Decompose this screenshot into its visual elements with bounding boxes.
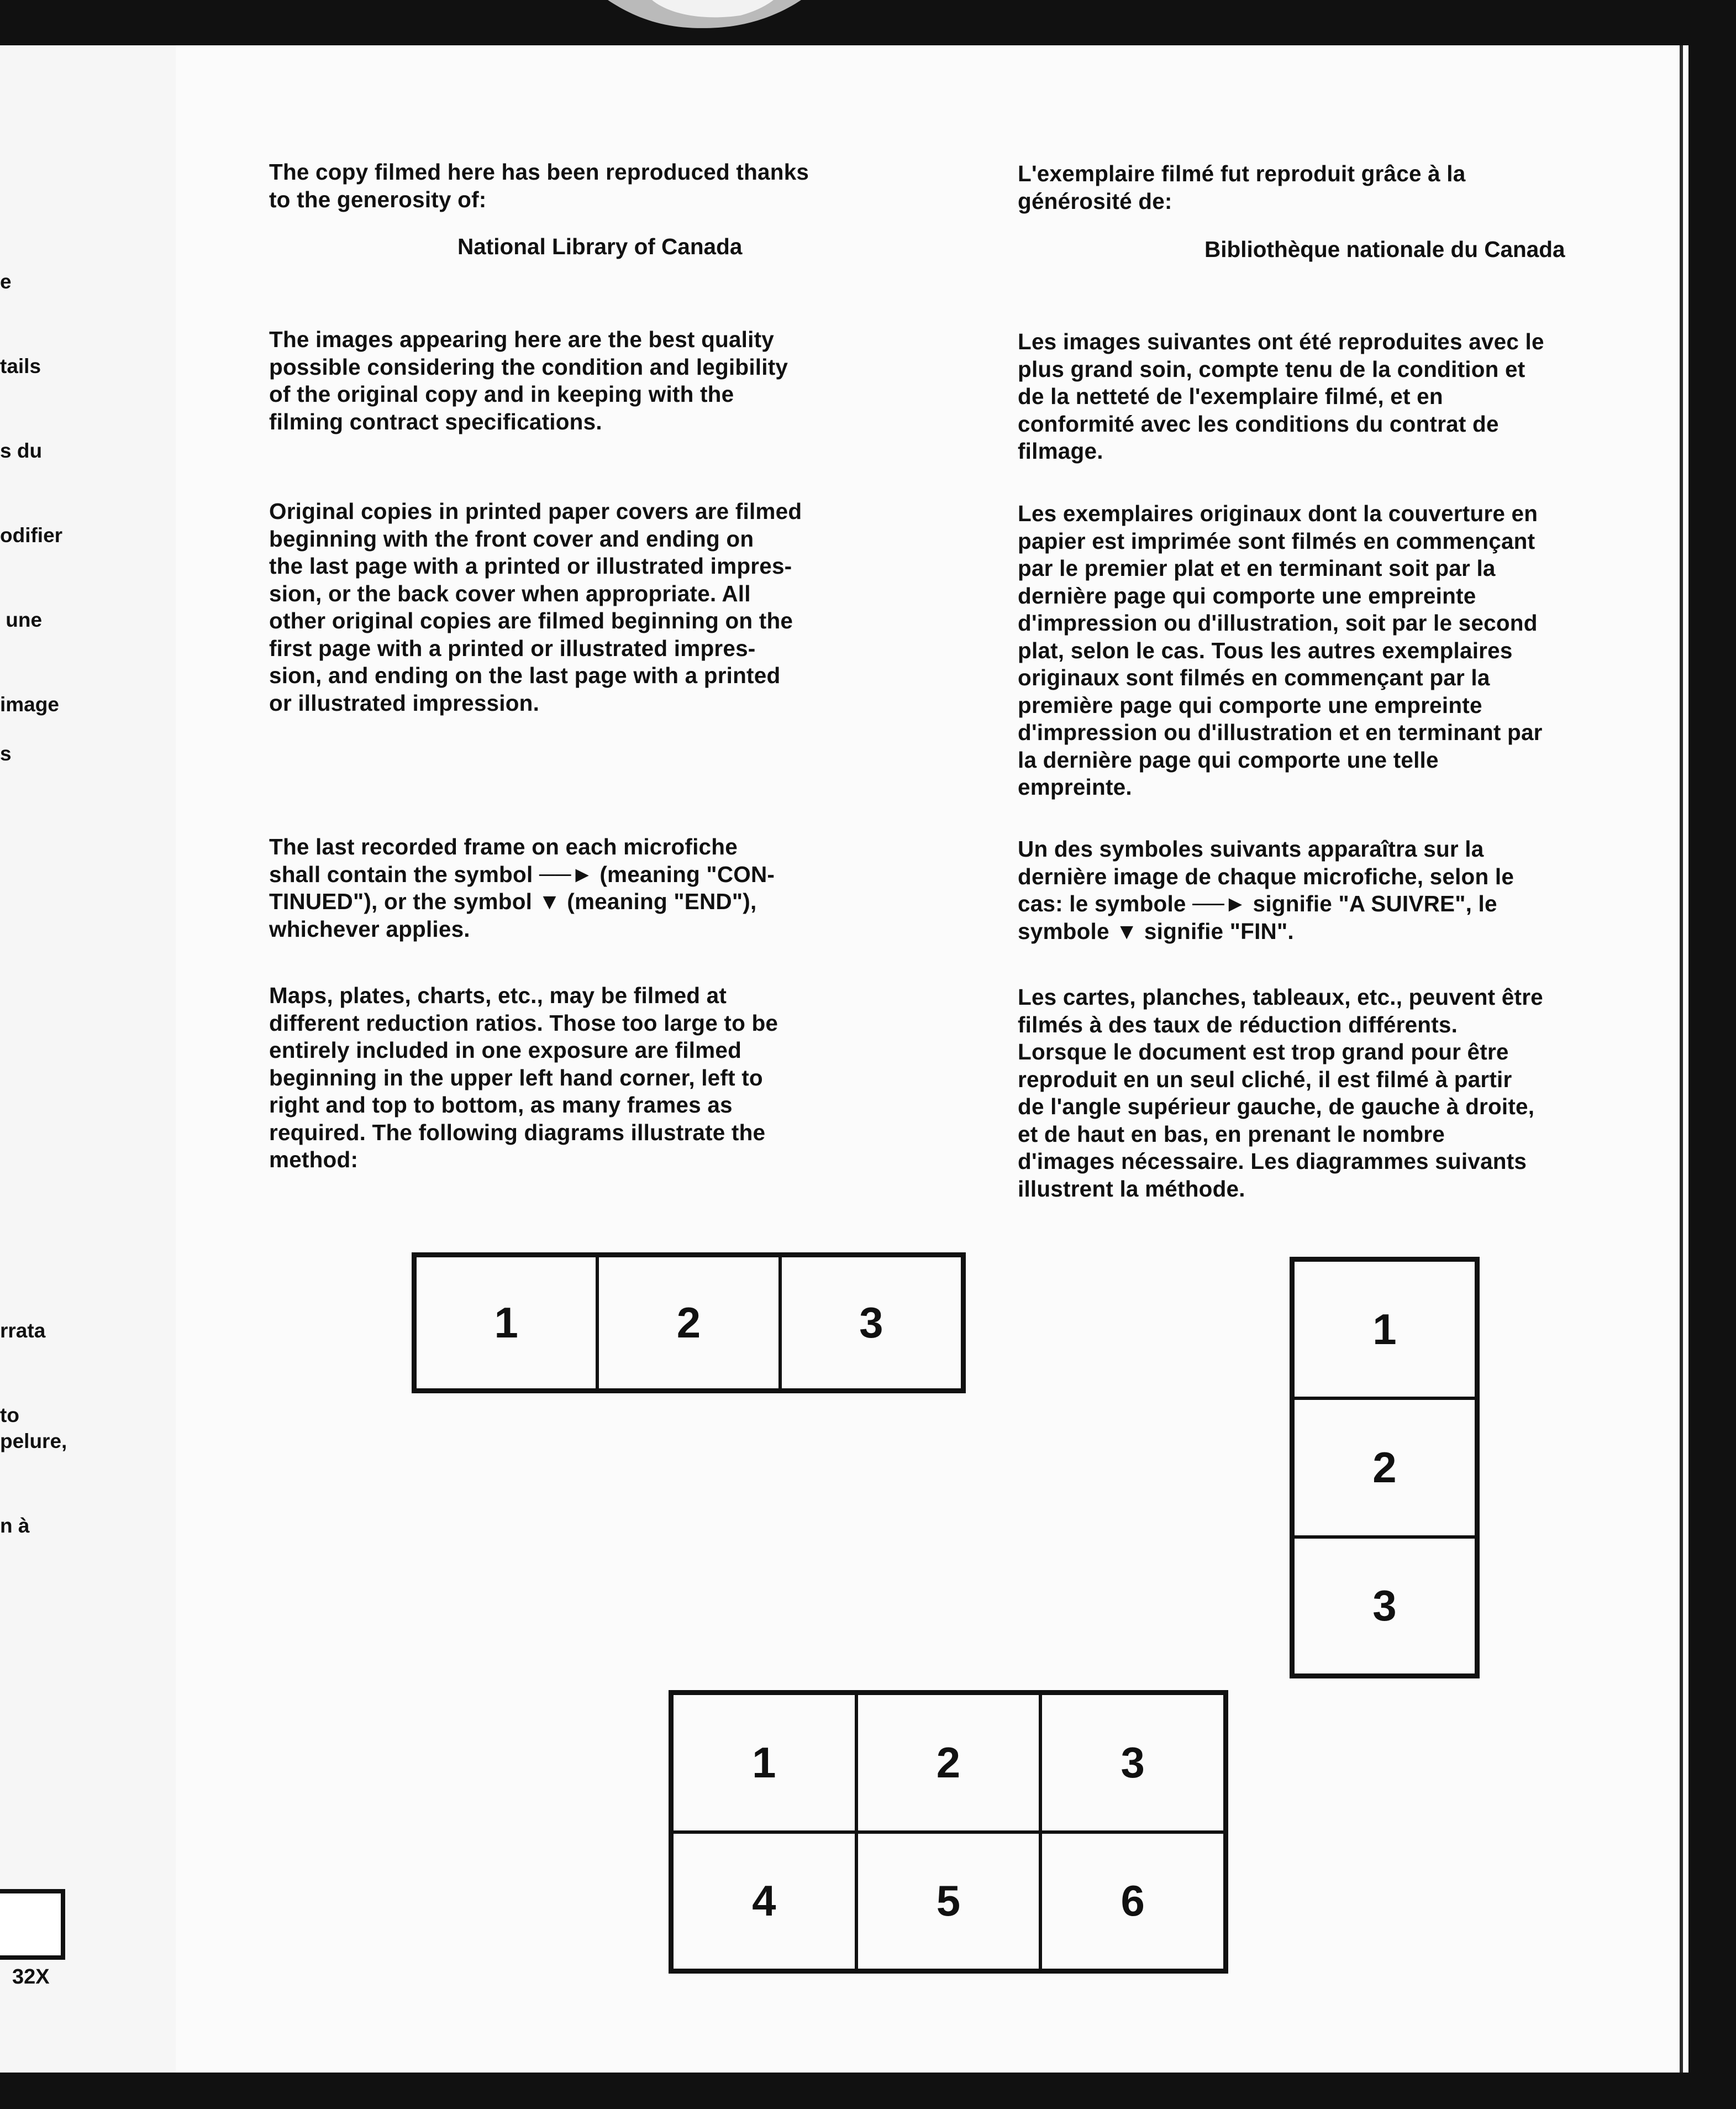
previous-page-edge [0, 45, 179, 2073]
fr-quality-paragraph: Les images suivantes ont été reproduites avec le plus grand soin, compte tenu de la condition et de la netteté de l'exemplaire filmé, et en conformité avec les conditions du contrat de filmage. [1018, 329, 1544, 464]
page-edge-line [1680, 45, 1683, 2073]
frame-cell: 3 [1293, 1537, 1476, 1675]
reduction-label: 32X [12, 1965, 50, 1989]
fr-intro: L'exemplaire filmé fut reproduit grâce à la générosité de: [1018, 161, 1466, 214]
edge-line: pelure, [0, 1430, 67, 1452]
frame-cell: 2 [856, 1693, 1041, 1832]
en-institution: National Library of Canada [457, 234, 743, 259]
frame-cell: 1 [672, 1693, 856, 1832]
en-symbols-paragraph: The last recorded frame on each microfiche shall contain the symbol ──► (meaning "CON- TINUED"), or the symbol ▼ (meaning "END"), whichever applies. [269, 834, 775, 942]
edge-line: e [0, 270, 12, 293]
fr-symbols-paragraph: Un des symboles suivants apparaîtra sur la dernière image de chaque microfiche, selon le cas: le symbole ──► signifie "A SUIVRE", le symbole ▼ signifie "FIN". [1018, 836, 1514, 944]
edge-line: une [0, 608, 43, 631]
fr-originals-paragraph: Les exemplaires originaux dont la couverture en papier est imprimée sont filmés en commençant par le premier plat et en terminant soit par la dernière page qui comporte une empreinte d'impression ou d'illustration, soit par le second plat, selon le cas. Tous les autres exemplaires originaux sont filmés en commençant par la première page qui comporte une empreinte d'impression ou d'illustration et en terminant par la dernière page qui comporte une telle empreinte. [1018, 501, 1543, 800]
frame-cell: 3 [780, 1256, 962, 1390]
diagram-vertical-frames [1290, 1257, 1480, 1678]
frame-cell: 2 [597, 1256, 780, 1390]
edge-fragment-middle: s [0, 742, 12, 765]
en-maps-paragraph: Maps, plates, charts, etc., may be filmed at different reduction ratios. Those too large to be entirely included in one exposure are filmed beginning in the upper left hand corner, left to right and top to bottom, as many frames as required. The following diagrams illustrate the method: [269, 983, 778, 1172]
scan-smudge [575, 0, 807, 50]
frame-cell: 1 [415, 1256, 597, 1390]
diagram-six-frames [669, 1690, 1228, 1974]
edge-fragment-top [0, 211, 62, 775]
edge-line: rrata [0, 1319, 46, 1342]
en-quality-paragraph: The images appearing here are the best quality possible considering the condition and legibility of the original copy and in keeping with the filming contract specifications. [269, 327, 788, 434]
edge-fragment-lower-2 [0, 1371, 67, 1596]
edge-line: image [0, 693, 59, 716]
fr-maps-paragraph: Les cartes, planches, tableaux, etc., peuvent être filmés à des taux de réduction différents. Lorsque le document est trop grand pour être reproduit en un seul cliché, il est filmé à partir de l'angle supérieur gauche, de gauche à droite, et de haut en bas, en prenant le nombre d'images nécessaire. Les diagrammes suivants illustrent la méthode. [1018, 984, 1543, 1202]
en-originals-paragraph: Original copies in printed paper covers are filmed beginning with the front cover and ending on the last page with a printed or illustrated impres- sion, or the back cover when appropriate. All other original copies are filmed beginning on the first page with a printed or illustrated impres- sion, and ending on the last page with a printed or illustrated impression. [269, 499, 802, 716]
frame-cell: 2 [1293, 1398, 1476, 1536]
diagram-horizontal-frames [412, 1252, 966, 1393]
en-intro: The copy filmed here has been reproduced thanks to the generosity of: [269, 159, 809, 212]
edge-line: to [0, 1404, 19, 1426]
frame-cell: 5 [856, 1832, 1041, 1971]
frame-cell: 3 [1040, 1693, 1225, 1832]
reduction-target-box [0, 1889, 65, 1960]
edge-line: s du [0, 439, 43, 462]
edge-line: odifier [0, 524, 63, 547]
fr-institution: Bibliothèque nationale du Canada [1204, 237, 1565, 262]
frame-cell: 4 [672, 1832, 856, 1971]
frame-cell: 6 [1040, 1832, 1225, 1971]
right-margin [1688, 45, 1736, 2073]
edge-line: n à [0, 1514, 30, 1537]
edge-line: tails [0, 355, 41, 377]
frame-cell: 1 [1293, 1260, 1476, 1398]
